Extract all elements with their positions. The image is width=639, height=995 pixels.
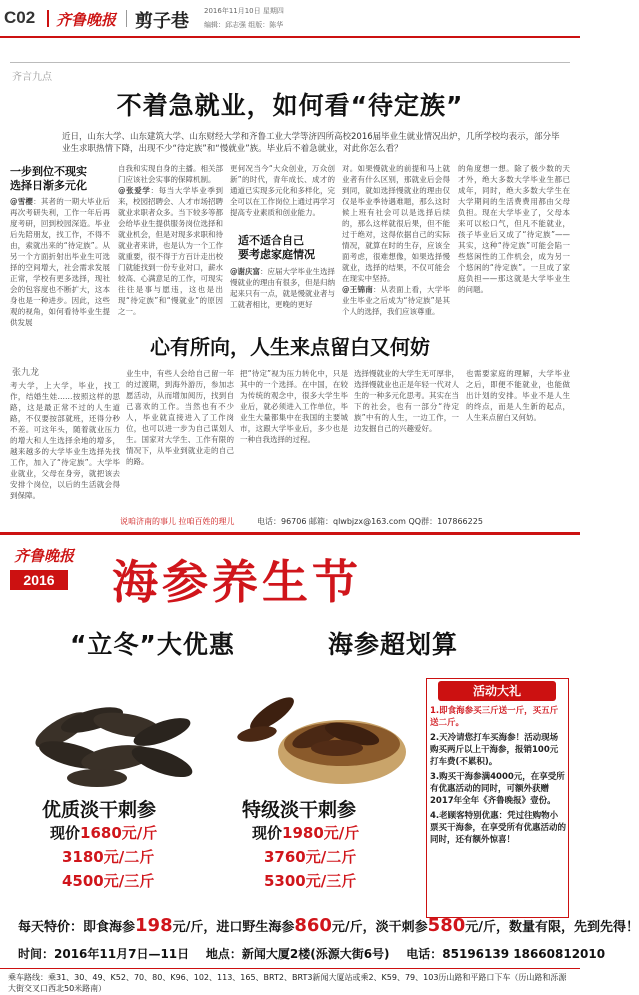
price-value: 3760元/二斤 (264, 848, 357, 866)
page-header (0, 0, 580, 38)
promo-item: 4.老顾客特别优惠：凭过往购物小票买干海参，在享受所有优惠活动的同时，还有额外惊喜！ (430, 811, 567, 845)
promo-item: 2.天冷请您打车买海参！活动现场购买两斤以上干海参，报销100元打车费(不累积)。 (430, 733, 559, 767)
article-column (230, 163, 335, 231)
article-column (118, 163, 223, 326)
event-time: 时间：2016年11月7日—11日 (18, 947, 190, 961)
article-text: 对。如果慢就业的前提和马上就业者有什么区别，那就业后会得到同，就如选择慢就业的理由仅仅是毕业季待遇难题，那么这时候上班有社会可以是选择后续的，那么这样就很后果，但不能过于绝对，这得依据自己的实际情况，就算在时的生存，应该全面考虑，很难想像，如果选择慢就业，选择的结果，不仅可能会在现实中坚持。 (342, 164, 450, 283)
article-column (10, 196, 110, 326)
date-line: 2016年11月10日 星期四 (204, 7, 284, 15)
divider (47, 10, 49, 27)
article-headline: 心有所向，人生来点留白又何妨 (150, 335, 430, 359)
author-name: @雪樱 (10, 197, 34, 206)
promo-item: 1.即食海参买三斤送一斤，买五斤送二斤。 (430, 706, 559, 728)
ad-year-badge: 2016 (10, 570, 68, 590)
article-text: 考大学，上大学，毕业，找工作，结婚生娃……按照这样的思路，这是最正常不过的人生道路，不仅要按部就班，还得分秒不差。可这年头，随着就业压力的增大和人生选择余地的增多，越来越多的大学毕业生选择先找工作，加入了“待定族”。大学毕业就业，父母在身旁，就把该去安排个岗位，以后的生活就会得到保障。 (10, 381, 120, 500)
event-phone: 电话：85196139 18660812010 (406, 947, 606, 961)
article-column (342, 163, 450, 326)
article-text: 业生中，有些人会给自己留一年的过渡期，到海外游历，参加志愿活动，从而增加阅历，找到自己喜欢的工作。当然也有不少人，毕业就直接进入了工作岗位，也可以进一步为自己谋划人生。国家对大学生、工作有限的情况下，从毕业到就业走的自己的路。 (126, 369, 234, 466)
event-info (0, 943, 606, 965)
promo-box-title: 活动大礼 (438, 681, 556, 701)
divider (126, 10, 127, 27)
ad-title: 海参养生节 (112, 555, 362, 609)
column-slogan: 说咱济南的事儿 拉咱百姓的理儿 (120, 517, 235, 526)
article-text: ：从表面上看，大学毕业生毕业之后成为“待定族”是其个人的选择，我们应该尊重。 (342, 285, 451, 316)
offer-text: 元/斤，进口野生海参 (172, 920, 295, 935)
article-column (10, 380, 120, 510)
article-headline: 不着急就业，如何看“待定族” (116, 91, 464, 120)
price-value: 1680元/斤 (80, 824, 158, 842)
article-text: 的角度想一想。除了极少数的天才外，绝大多数大学毕业生都已成年，同时，绝大多数大学生在大学期间的生活费费用都由父母负担。现在大学毕业了，父母本来可以松口气，但凡不能就业，孩子毕业后又成了“待定族”——其实，这种“待定族”可能会陷一些悠闲性的工作机会，成为另一个悠闲的“待定族”。一旦成了家庭负担——那这就是大学毕业生的问题。 (458, 164, 570, 294)
offer-text: 元/斤，淡干刺参 (331, 920, 428, 935)
subheading: 一步到位不现实 选择日渐多元化 (10, 165, 87, 192)
article-text: ：每当大学毕业季到来，校园招聘会、人才市场招聘就业求职者众多。当下较多等都会给毕业生提供服务岗位选择和就业机会，但是对现多求职和待就业者来讲，也是认为一个工作就重要，很不得于方百计走出校门就能找到一份专业对口，薪水较高、心满意足的工作，可现实往往是事与愿违，这也是出现“待定族”和“慢就业”的原因之一。 (118, 186, 223, 316)
paper-logo: 齐鲁晚报 (56, 11, 117, 29)
bus-route-info: 乘车路线：乘31、30、49、K52、70、80、K96、102、113、165、BRT2、BRT3新闻大厦站或乘2、K59、79、103历山路和平路口下车（历山路和泺源大街交叉口西北50米路南） (0, 968, 580, 995)
author-name: @谢庆富 (230, 267, 260, 276)
price-value: 3180元/二斤 (62, 848, 155, 866)
product-name: 特级淡干刺参 (242, 799, 357, 821)
article-text: 自我和实现自身的主播。相关部门应该社会实事的保障机制。 (118, 164, 223, 184)
sea-cucumber-image (22, 690, 200, 790)
offer-price: 198 (135, 915, 173, 936)
special-offer-band (0, 912, 639, 939)
article-column (466, 368, 570, 510)
price-value: 4500元/三斤 (62, 872, 155, 890)
article-column (458, 163, 570, 326)
ad-subtitle: 海参超划算 (328, 630, 459, 659)
ad-subtitle: “立冬”大优惠 (70, 630, 235, 659)
sea-cucumber-bowl-image (232, 674, 412, 794)
article-text: 选择慢就业的大学生无可厚非，选择慢就业也正是年轻一代对人生的一种多元化思考。其实在当下的社会，也有一部分“待定族”中有的人生，一边工作，一边发掘自己的兴趣爱好。 (354, 369, 459, 433)
price-label: 现价 (252, 824, 283, 842)
author-name: @王锦南 (342, 285, 373, 294)
offer-price: 580 (427, 915, 466, 936)
author-name: @张爱学 (118, 186, 151, 195)
offer-text: 每天特价：即食海参 (18, 920, 136, 935)
article-text: 更何况当今“大众创业，万众创新”的时代，青年成长、成才的通道已实现多元化和多样化，完全可以在工作岗位上通过再学习提高专业素质和创业能力。 (230, 164, 335, 217)
article-text: ：其者的一期大毕业后再次考研失利，工作一年后再度考研，回到校园深造。毕业后先陪朋友，找工作，不得不由，索就出来的“待定族”。从另一个方面折射出毕业生可选择的空间增大，社会需求发展正常，学校有更多选择，现社会的包容度也不断扩大，这本身也是一种进步。因此，这些观的视角，如何看待毕业生提供发展 (10, 197, 110, 327)
editor-line: 编辑：邱志强 组版：陈华 (204, 21, 284, 29)
price-value: 5300元/三斤 (264, 872, 357, 890)
article-column (354, 368, 459, 510)
section-title: 剪子巷 (135, 11, 189, 32)
price-label: 现价 (50, 824, 81, 842)
article-text: 也需要家庭的理解，大学毕业之后，即便不能就业，也能做出计划的安排。毕业不是人生的终点，而是人生新的起点，人生来点留白又何妨。 (466, 369, 570, 422)
article-column (126, 368, 234, 510)
article-text: 把“待定”视为压力转化中，只是其中的一个选择。在中国，在较为传统的观念中，很多大学生毕业后，就必须进入工作单位，毕业生大量都集中在我国的主要城市，这跟大学毕业后，多少也是一种自我选择的过程。 (240, 369, 348, 444)
product-name: 优质淡干刺参 (42, 799, 157, 821)
divider (10, 62, 570, 63)
contact-info: 电话：96706 邮箱：qlwbjzx@163.com QQ群：107866225 (257, 517, 483, 526)
article-text: ：应届大学毕业生选择慢就业的理由有很多，但是归纳起来只有一点，就是慢就业者与工就者相比，更晚的更好 (230, 267, 335, 309)
article-column (230, 266, 335, 326)
promo-list (430, 705, 566, 846)
article-column (240, 368, 348, 510)
offer-text: 元/斤，数量有限，先到先得！ (465, 920, 639, 935)
column-tag: 齐言九点 (12, 72, 52, 83)
subheading: 适不适合自己 要考虑家庭情况 (238, 234, 315, 261)
promo-item: 3.购买干海参满4000元，在享受所有优惠活动的同时，可额外获赠2017年全年《齐鲁晚报》壹份。 (430, 772, 565, 806)
offer-price: 860 (294, 915, 332, 936)
event-place: 地点：新闻大厦2楼(泺源大街6号) (205, 947, 390, 961)
price-value: 1980元/斤 (282, 824, 360, 842)
author-name: 张九龙 (12, 368, 40, 378)
article-intro: 近日，山东大学、山东建筑大学、山东财经大学和齐鲁工业大学等济四所高校2016届毕业生就业情况出炉，几所学校均表示，部分毕业生求职热情下降，出现不少“待定族”和“慢就业”族。毕业后不着急就业，对此你怎么看？ (62, 132, 560, 154)
ad-logo: 齐鲁晚报 (14, 547, 75, 565)
page-number: C02 (4, 8, 36, 27)
